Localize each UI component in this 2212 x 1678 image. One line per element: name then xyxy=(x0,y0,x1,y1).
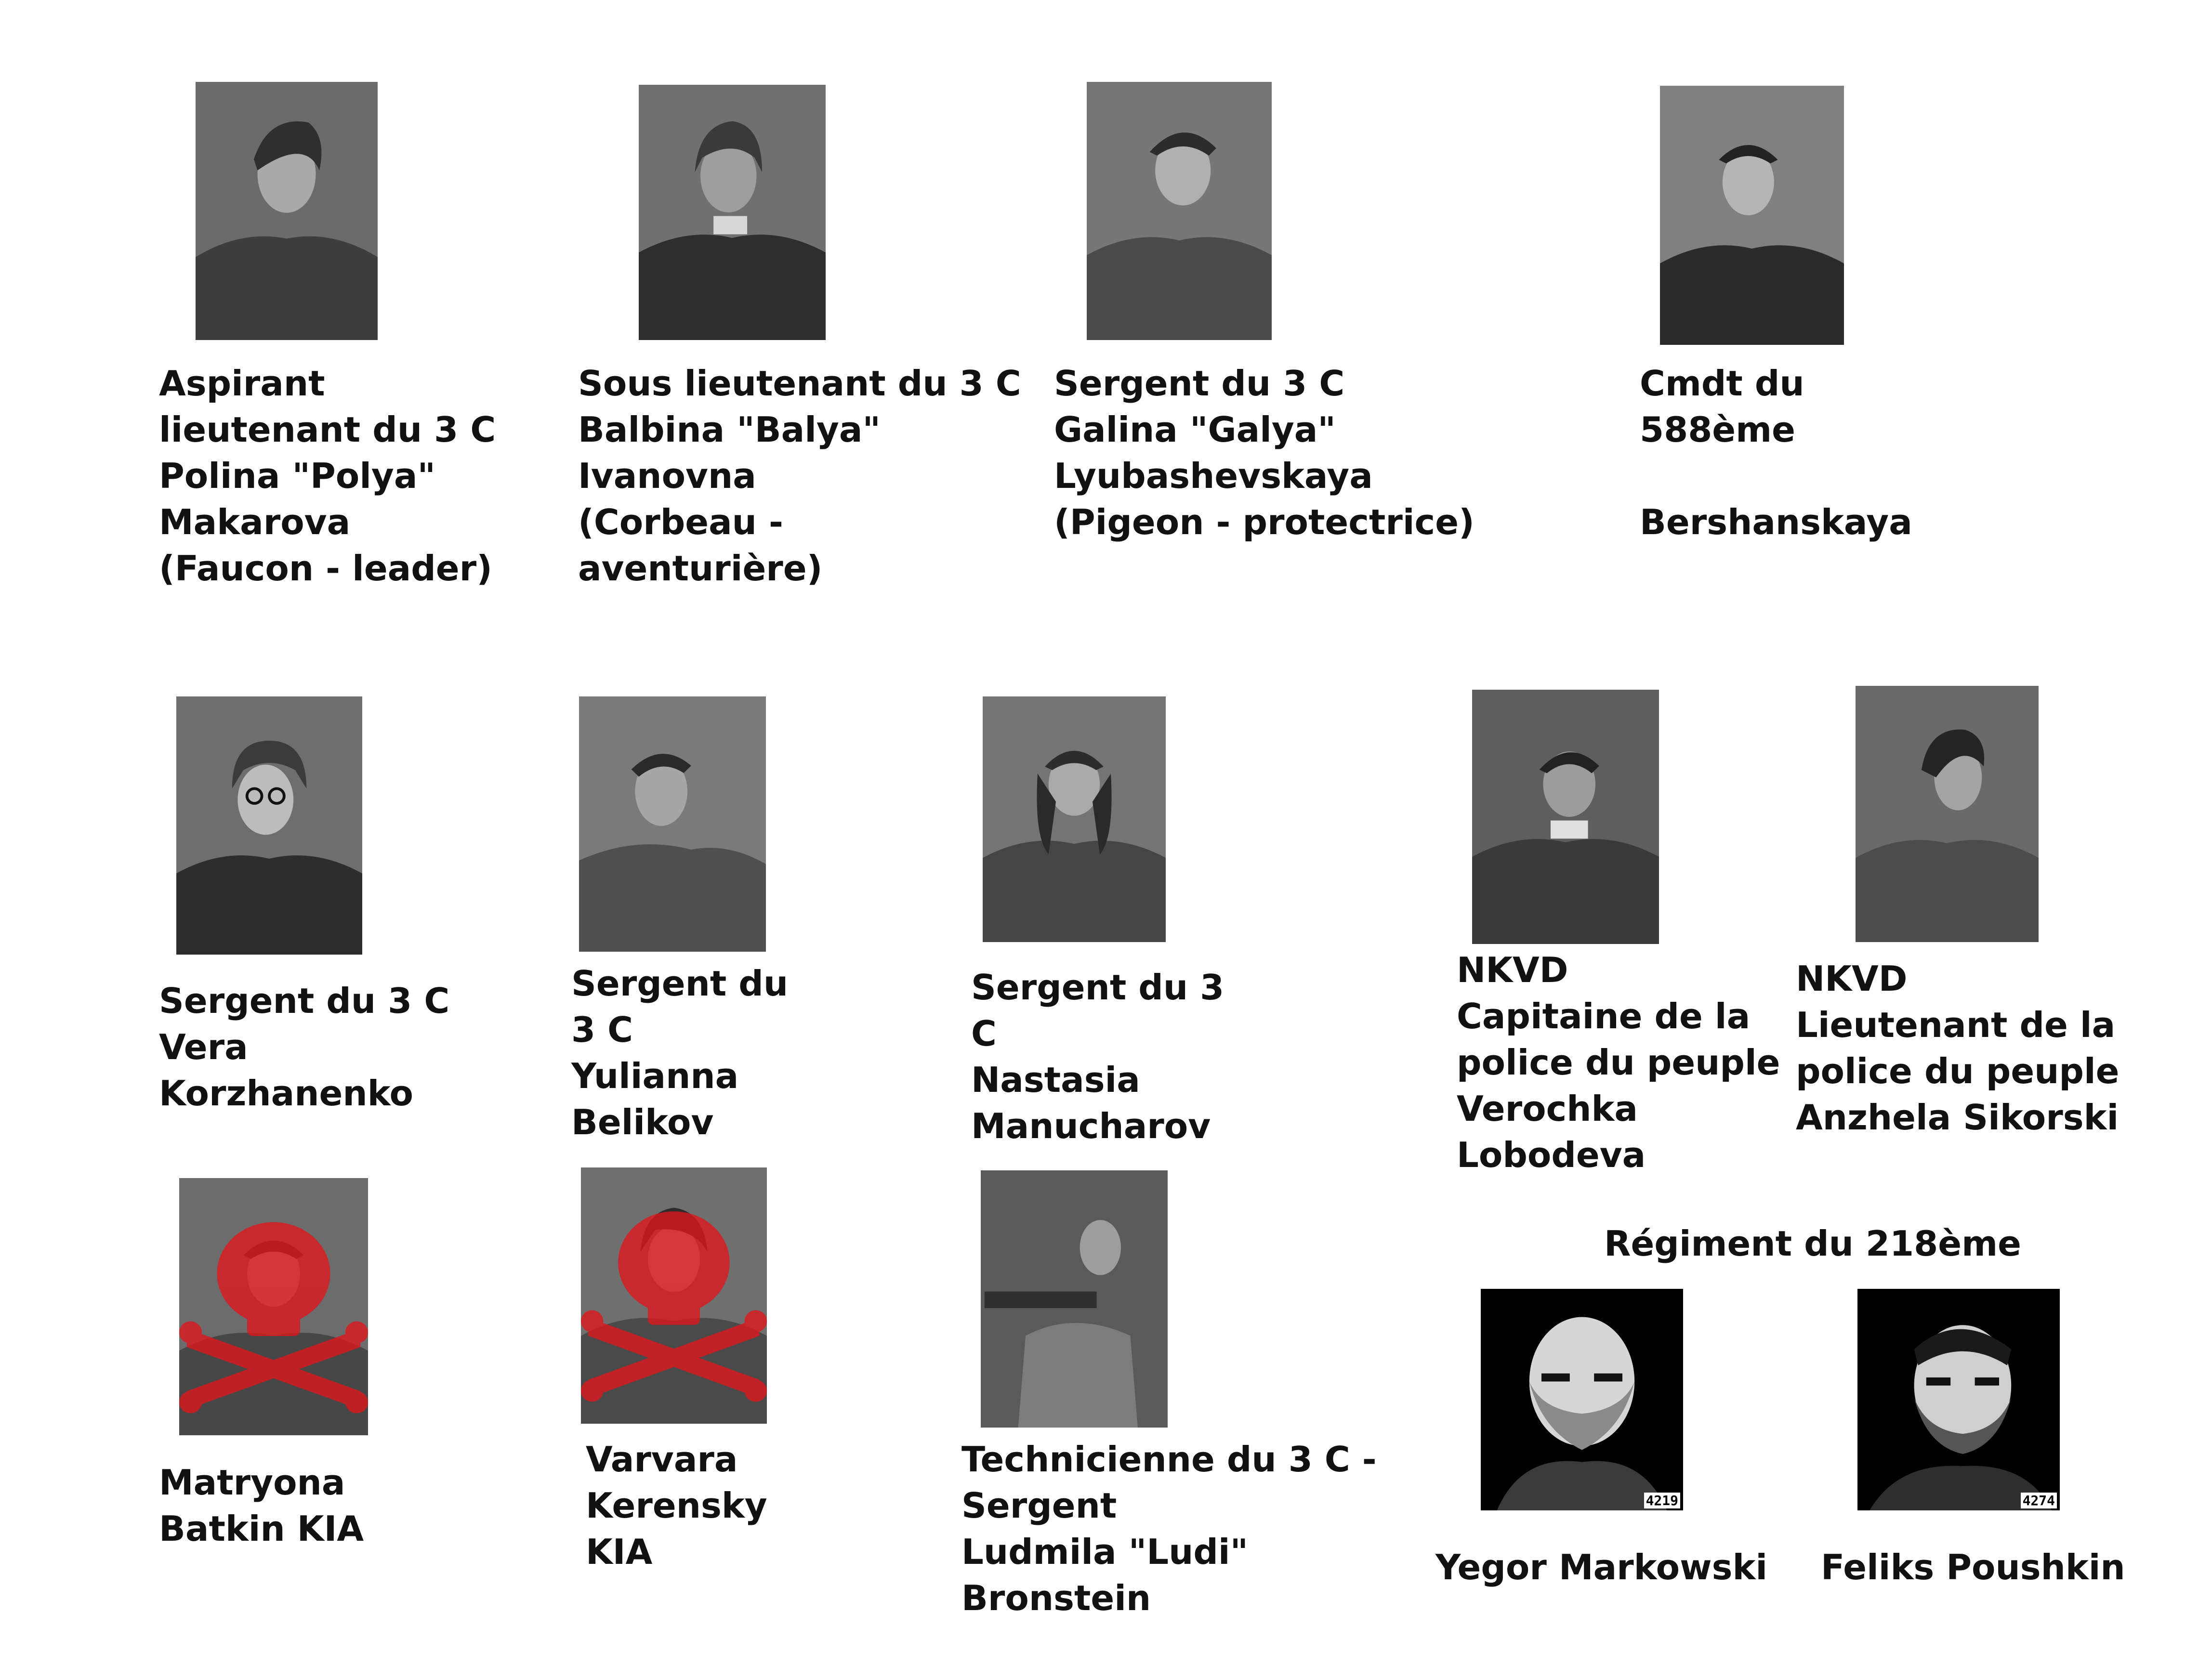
caption-balbina xyxy=(578,360,1021,591)
caption-verochka xyxy=(1457,947,1780,1178)
portrait-illustration xyxy=(1481,1289,1683,1510)
portrait-illustration xyxy=(1857,1289,2060,1510)
caption-line xyxy=(1640,453,1912,499)
caption-line: Cmdt du xyxy=(1640,363,1804,404)
caption-line: Lieutenant de la xyxy=(1796,1005,2116,1045)
caption-line: (Corbeau - xyxy=(578,502,783,542)
portrait-illustration xyxy=(639,85,826,340)
skull-crossbones-icon xyxy=(179,1178,368,1435)
id-tag: 4274 xyxy=(2021,1493,2057,1508)
caption-line: Balbina "Balya" xyxy=(578,409,881,450)
caption-yegor xyxy=(1435,1544,1767,1590)
caption-galina xyxy=(1054,360,1475,545)
portrait-nastasia xyxy=(983,696,1166,942)
portrait-illustration xyxy=(196,82,378,340)
caption-line: NKVD xyxy=(1457,950,1568,990)
caption-line: 3 C xyxy=(571,1009,633,1050)
caption-matryona xyxy=(159,1459,364,1552)
caption-line: Feliks Poushkin xyxy=(1821,1547,2125,1587)
portrait-illustration xyxy=(981,1170,1168,1428)
caption-bershanskaya xyxy=(1640,360,1912,545)
portrait-varvara xyxy=(581,1167,767,1424)
caption-line: Polina "Polya" xyxy=(159,456,435,496)
caption-line: Bershanskaya xyxy=(1640,502,1912,542)
skull-crossbones-icon xyxy=(581,1167,767,1424)
caption-line: Aspirant xyxy=(159,363,325,404)
portrait-vera xyxy=(176,696,362,955)
portrait-illustration xyxy=(1087,82,1272,340)
caption-line: Ivanovna xyxy=(578,456,756,496)
caption-line: Yegor Markowski xyxy=(1435,1547,1768,1587)
caption-line: Bronstein xyxy=(961,1578,1151,1618)
portrait-feliks xyxy=(1857,1289,2060,1510)
portrait-verochka xyxy=(1472,690,1659,944)
caption-ludmila xyxy=(961,1436,1377,1621)
portrait-illustration xyxy=(1472,690,1659,944)
portrait-illustration xyxy=(579,696,766,952)
caption-line: Sous lieutenant du 3 C xyxy=(578,363,1021,404)
portrait-polina xyxy=(196,82,378,340)
id-tag: 4219 xyxy=(1644,1493,1680,1508)
caption-line: Sergent du 3 xyxy=(971,967,1224,1008)
portrait-illustration xyxy=(176,696,362,955)
caption-line: Sergent xyxy=(961,1485,1117,1526)
portrait-yulianna xyxy=(579,696,766,952)
caption-polina xyxy=(159,360,496,591)
caption-line: Lyubashevskaya xyxy=(1054,456,1373,496)
caption-line: C xyxy=(971,1013,997,1054)
caption-line: (Faucon - leader) xyxy=(159,548,493,589)
portrait-anzhela xyxy=(1856,686,2039,942)
caption-line: Ludmila "Ludi" xyxy=(961,1532,1249,1572)
caption-line: Sergent du xyxy=(571,963,789,1004)
caption-line: Vera xyxy=(159,1027,248,1067)
caption-line: police du peuple xyxy=(1457,1042,1780,1083)
caption-feliks xyxy=(1821,1544,2125,1590)
caption-line: Korzhanenko xyxy=(159,1073,414,1114)
portrait-illustration xyxy=(1660,86,1844,345)
caption-varvara xyxy=(586,1436,767,1575)
caption-line: Kerensky xyxy=(586,1485,767,1526)
caption-line: KIA xyxy=(586,1532,653,1572)
portrait-balbina xyxy=(639,85,826,340)
caption-line: Galina "Galya" xyxy=(1054,409,1336,450)
caption-line: Batkin KIA xyxy=(159,1508,364,1549)
portrait-bershanskaya xyxy=(1660,86,1844,345)
caption-line: Makarova xyxy=(159,502,351,542)
portrait-illustration xyxy=(1856,686,2039,942)
caption-line: Anzhela Sikorski xyxy=(1796,1097,2119,1138)
caption-line: Capitaine de la xyxy=(1457,996,1751,1036)
caption-line: aventurière) xyxy=(578,548,823,589)
caption-line: Manucharov xyxy=(971,1106,1211,1146)
portrait-yegor xyxy=(1481,1289,1683,1510)
caption-line: 588ème xyxy=(1640,409,1795,450)
portrait-galina xyxy=(1087,82,1272,340)
caption-line: police du peuple xyxy=(1796,1051,2120,1091)
caption-line: Varvara xyxy=(586,1439,738,1480)
caption-line: Technicienne du 3 C - xyxy=(961,1439,1377,1480)
caption-nastasia xyxy=(971,964,1224,1149)
caption-line: Sergent du 3 C xyxy=(159,981,450,1021)
caption-line: Matryona xyxy=(159,1462,345,1503)
caption-anzhela xyxy=(1796,956,2119,1141)
caption-line: NKVD xyxy=(1796,958,1908,999)
caption-line: Sergent du 3 C xyxy=(1054,363,1345,404)
caption-line: Nastasia xyxy=(971,1060,1140,1100)
caption-line: Verochka xyxy=(1457,1088,1638,1129)
portrait-ludmila xyxy=(981,1170,1168,1428)
caption-line: (Pigeon - protectrice) xyxy=(1054,502,1475,542)
caption-line: Lobodeva xyxy=(1457,1135,1646,1175)
caption-line: lieutenant du 3 C xyxy=(159,409,496,450)
portrait-illustration xyxy=(983,696,1166,942)
caption-line: Yulianna xyxy=(571,1056,739,1096)
regiment-heading: Régiment du 218ème xyxy=(1604,1223,2021,1264)
portrait-matryona xyxy=(179,1178,368,1435)
caption-vera xyxy=(159,978,449,1116)
caption-yulianna xyxy=(571,960,788,1145)
caption-line: Belikov xyxy=(571,1102,714,1142)
